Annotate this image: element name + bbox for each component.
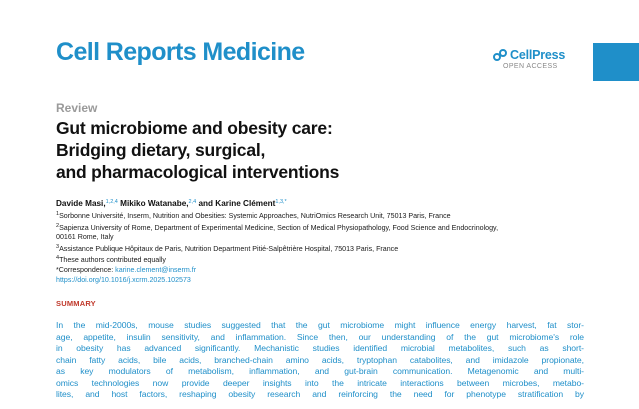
article-type: Review	[56, 101, 98, 115]
correspondence	[56, 266, 596, 276]
summary-line: In the mid-2000s, mouse studies suggested that the gut microbiome might influence energy harvest, fat stor-	[56, 320, 584, 330]
affiliation	[56, 210, 596, 222]
publisher-name: CellPress	[510, 48, 566, 62]
affiliation-text: Sapienza University of Rome, Department of Experimental Medicine, Section of Medical Physiopathology, Food Science and Endocrinology,	[59, 223, 499, 232]
affiliation-text: These authors contributed equally	[59, 256, 166, 265]
affiliation	[56, 222, 596, 234]
open-access-label: OPEN ACCESS	[503, 63, 558, 70]
correspondence-label: *Correspondence:	[56, 265, 116, 274]
title-line: Gut microbiome and obesity care:	[56, 118, 333, 138]
author-name[interactable]: Mikiko Watanabe,	[120, 199, 189, 208]
affiliation-number: 1	[56, 211, 60, 217]
affiliation-number: 4	[56, 255, 60, 262]
summary-line: lites, and host factors, reshaping obesity research and reinforcing the need for phenotype stratification by	[56, 389, 584, 399]
author-list	[56, 199, 287, 208]
summary-line: chain fatty acids, bile acids, branched-chain amino acids, tryptophan catabolites, and imidazole propionate,	[56, 354, 584, 365]
author-name[interactable]: and Karine Clément	[198, 199, 276, 208]
affiliation	[56, 243, 596, 255]
section-tab	[593, 43, 639, 81]
affiliation-text: 00161 Rome, Italy	[56, 233, 114, 242]
publisher-badge	[493, 48, 585, 70]
cellpress-logo-icon	[493, 48, 507, 62]
author-name[interactable]: Davide Masi,	[56, 199, 106, 208]
summary-line: as key modulators of metabolism, inflammation, and gut-brain communication. Metagenomic and multi-	[56, 366, 584, 376]
correspondence-email-link[interactable]: karine.clement@inserm.fr	[115, 265, 197, 274]
journal-title: Cell Reports Medicine	[56, 38, 305, 66]
title-line: and pharmacological interventions	[56, 162, 340, 182]
affiliation-number: 3	[56, 243, 60, 250]
summary-line: omics technologies now provide deeper insights into the intricate interactions between microbes, metabo-	[56, 377, 584, 388]
doi-link[interactable]: https://doi.org/10.1016/j.xcrm.2025.102573	[56, 275, 191, 284]
author-affil-marks: 1,3,*	[275, 199, 287, 205]
affiliation-number: 2	[56, 222, 60, 229]
doi-line	[56, 276, 596, 286]
affiliation-text: Assistance Publique Hôpitaux de Paris, Nutrition Department Pitié-Salpêtrière Hospital, 75013 Paris, France	[59, 244, 399, 253]
affiliation	[56, 254, 596, 266]
affiliation-text: Sorbonne Université, Inserm, Nutrition and Obesities: Systemic Approaches, NutriOmics Research Unit, 75013 Paris, France	[59, 212, 451, 220]
affiliation	[56, 233, 596, 243]
affiliations	[56, 210, 596, 285]
title-line: Bridging dietary, surgical,	[56, 140, 266, 160]
summary-line: in obesity has advanced significantly. Mechanistic studies identified microbial metabolites, such as short-	[56, 343, 584, 353]
summary-heading: SUMMARY	[56, 299, 96, 308]
author-affil-marks: 1,2,4	[105, 199, 118, 205]
summary-line: age, appetite, insulin sensitivity, and inflammation. Since then, our understanding of the gut microbiome's role	[56, 331, 584, 342]
summary-text	[56, 320, 584, 401]
author-affil-marks: 2,4	[188, 199, 197, 205]
article-title	[56, 117, 476, 183]
